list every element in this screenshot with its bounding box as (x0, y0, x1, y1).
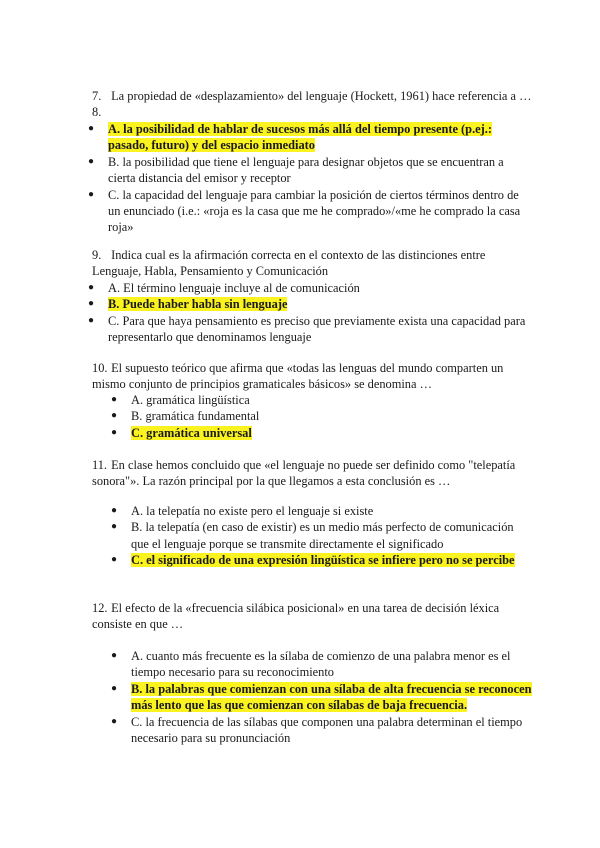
options-list-11 (109, 503, 533, 569)
option-text: C. gramática universal (131, 425, 252, 440)
bullet-icon: ● (88, 298, 95, 310)
option-text: C. Para que haya pensamiento es preciso que previamente exista una capacidad para representarlo que denominamos lenguaje (108, 313, 526, 345)
question-number: 9. (92, 248, 102, 262)
bullet-icon: ● (111, 554, 118, 566)
question-number: 8. (92, 105, 102, 119)
option-b (109, 408, 533, 424)
question-number: 12. (92, 601, 108, 615)
question-12 (92, 600, 532, 633)
option-a (109, 503, 533, 519)
option-b (86, 296, 532, 312)
options-list-12 (109, 648, 533, 746)
option-b (86, 154, 532, 187)
option-b (109, 519, 533, 552)
question-text: El efecto de la «frecuencia silábica posicional» en una tarea de decisión léxica consiste en que … (92, 601, 500, 632)
bullet-icon: ● (111, 505, 118, 516)
bullet-icon: ● (111, 410, 118, 422)
option-text: A. cuanto más frecuente es la sílaba de comienzo de una palabra menor es el tiempo necesario para su reconocimiento (131, 649, 511, 680)
bullet-icon: ● (111, 682, 118, 694)
question-10 (92, 360, 532, 393)
option-text: C. la capacidad del lenguaje para cambiar la posición de ciertos términos dentro de un enunciado (i.e.: «roja es la casa que me he comprado»/«me he comprado la casa roja» (108, 187, 521, 235)
question-11 (92, 457, 532, 490)
question-9 (92, 247, 532, 280)
option-text: A. la posibilidad de hablar de sucesos más allá del tiempo presente (p.ej.: pasado, futuro) y del espacio inmediato (108, 122, 493, 153)
bullet-icon: ● (111, 426, 118, 438)
bullet-icon: ● (88, 188, 95, 200)
bullet-icon: ● (88, 282, 95, 293)
question-text: La propiedad de «desplazamiento» del lenguaje (Hockett, 1961) hace referencia a … (111, 89, 532, 103)
question-7 (92, 88, 532, 104)
option-text: C. la frecuencia de las sílabas que componen una palabra determinan el tiempo necesario para su pronunciación (131, 714, 523, 746)
option-a (109, 392, 533, 408)
question-number: 11. (92, 458, 108, 472)
question-text: Indica cual es la afirmación correcta en el contexto de las distinciones entre Lenguaje, Habla, Pensamiento y Comunicación (92, 248, 486, 279)
option-c (109, 714, 533, 747)
option-a (109, 648, 533, 681)
bullet-icon: ● (111, 715, 118, 727)
option-c (86, 313, 532, 346)
question-8 (92, 104, 532, 120)
option-c (86, 187, 532, 236)
option-text: B. gramática fundamental (131, 409, 260, 424)
option-text: B. la telepatía (en caso de existir) es un medio más perfecto de comunicación que el lenguaje porque se transmite directamente el significado (131, 520, 514, 551)
question-text: En clase hemos concluido que «el lenguaje no puede ser definido como "telepatía sonora"». La razón principal por la que llegamos a esta conclusión es … (92, 458, 516, 489)
option-text: A. gramática lingüística (131, 393, 250, 407)
options-list-9 (86, 280, 532, 346)
option-text: B. Puede haber habla sin lenguaje (108, 297, 288, 312)
bullet-icon: ● (88, 314, 95, 326)
option-b (109, 681, 533, 714)
option-text: B. la posibilidad que tiene el lenguaje para designar objetos que se encuentran a cierta distancia del emisor y receptor (108, 154, 504, 186)
bullet-icon: ● (111, 650, 118, 661)
option-a (86, 121, 532, 154)
options-list-10 (109, 392, 533, 441)
option-text: B. la palabras que comienzan con una sílaba de alta frecuencia se reconocen más lento que las que comienzan con sílabas de baja frecuencia. (131, 681, 532, 713)
question-number: 10. (92, 361, 108, 375)
bullet-icon: ● (111, 521, 118, 533)
bullet-icon: ● (88, 155, 95, 167)
option-text: C. el significado de una expresión lingüística se infiere pero no se percibe (131, 553, 515, 568)
option-c (109, 425, 533, 441)
option-c (109, 552, 533, 568)
option-text: A. la telepatía no existe pero el lenguaje si existe (131, 504, 374, 518)
bullet-icon: ● (111, 394, 118, 405)
question-number: 7. (92, 89, 102, 103)
option-a (86, 280, 532, 296)
bullet-icon: ● (88, 123, 95, 134)
question-text: El supuesto teórico que afirma que «todas las lenguas del mundo comparten un mismo conjunto de principios gramaticales básicos» se denomina … (92, 361, 504, 392)
options-list-8 (86, 121, 532, 236)
option-text: A. El término lenguaje incluye al de comunicación (108, 281, 360, 295)
